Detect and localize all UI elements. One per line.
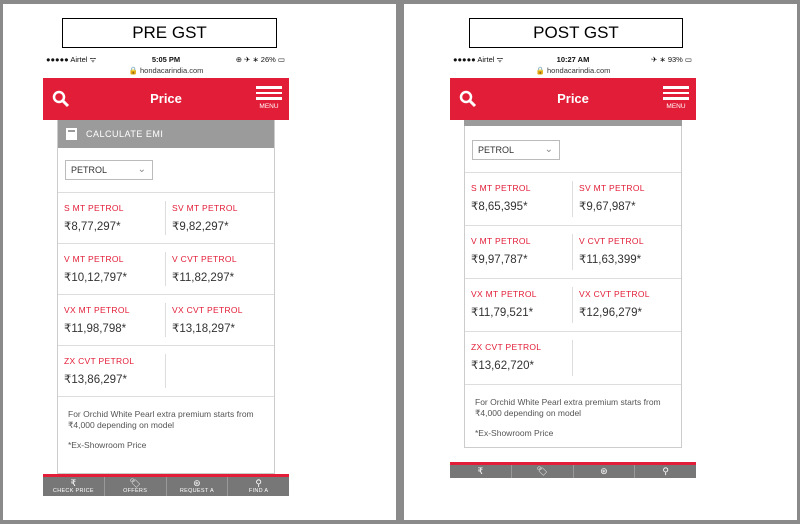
variant-cell bbox=[166, 192, 274, 243]
hamburger-icon-bar bbox=[256, 92, 282, 95]
variant-price: ₹13,86,297* bbox=[64, 374, 127, 386]
variant-cell bbox=[465, 172, 573, 225]
chevron-down-icon: ⌄ bbox=[544, 144, 553, 155]
nav-offers[interactable] bbox=[512, 465, 574, 478]
page-title: Price bbox=[557, 91, 589, 106]
variant-name: VX CVT PETROL bbox=[172, 305, 243, 315]
variant-price: ₹10,12,797* bbox=[64, 272, 127, 284]
variant-name: ZX CVT PETROL bbox=[64, 356, 135, 366]
menu-label: MENU bbox=[666, 102, 686, 110]
nav-label: FIND A bbox=[248, 487, 269, 494]
carrier-signal: ●●●●● Airtel ᯤ bbox=[453, 55, 504, 64]
url-bar[interactable]: 🔒 hondacarindia.com bbox=[535, 66, 611, 75]
status-time: 5:05 PM bbox=[151, 55, 181, 64]
variant-price: ₹9,67,987* bbox=[579, 201, 636, 213]
pre-gst-panel bbox=[3, 4, 396, 520]
post-gst-panel bbox=[404, 4, 797, 520]
hamburger-icon-bar bbox=[663, 97, 689, 100]
variant-price: ₹8,77,297* bbox=[64, 221, 121, 233]
spacer bbox=[450, 448, 696, 462]
site-header bbox=[450, 78, 696, 120]
menu-label: MENU bbox=[259, 102, 279, 110]
status-bar bbox=[43, 52, 289, 78]
hamburger-icon bbox=[256, 86, 282, 89]
location-pin-icon: ⚲ bbox=[255, 477, 262, 488]
pearl-premium-note: For Orchid White Pearl extra premium starts from ₹4,000 depending on model bbox=[68, 409, 254, 430]
nav-label: CHECK PRICE bbox=[52, 487, 94, 494]
variant-cell bbox=[573, 225, 681, 278]
nav-find[interactable] bbox=[228, 477, 289, 496]
fuel-type-value: PETROL bbox=[478, 145, 515, 155]
menu-button[interactable] bbox=[256, 86, 282, 110]
status-bar bbox=[450, 52, 696, 78]
variant-price: ₹11,63,399* bbox=[579, 254, 642, 266]
menu-button[interactable] bbox=[663, 86, 689, 110]
variant-cell-empty bbox=[166, 345, 274, 396]
nav-request[interactable] bbox=[574, 465, 636, 478]
calculator-icon bbox=[66, 128, 77, 140]
bottom-nav bbox=[43, 474, 289, 496]
battery-status: ⊕ ✈ ∗ 26% ▭ bbox=[235, 55, 285, 64]
variant-cell bbox=[58, 243, 166, 294]
pre-gst-label: PRE GST bbox=[62, 18, 277, 48]
hamburger-icon-bar bbox=[256, 97, 282, 100]
variant-cell bbox=[573, 278, 681, 331]
variant-price: ₹13,62,720* bbox=[471, 360, 534, 372]
carrier-signal: ●●●●● Airtel ᯤ bbox=[46, 55, 97, 64]
nav-check-price[interactable] bbox=[43, 477, 105, 496]
battery-status: ✈ ∗ 93% ▭ bbox=[651, 55, 692, 64]
calculate-emi-label: CALCULATE EMI bbox=[86, 129, 164, 139]
variant-cell bbox=[573, 172, 681, 225]
variant-name: V CVT PETROL bbox=[579, 236, 644, 246]
variant-name: VX MT PETROL bbox=[64, 305, 130, 315]
variant-cell bbox=[166, 294, 274, 345]
ex-showroom-note: *Ex-Showroom Price bbox=[475, 428, 554, 438]
variant-cell bbox=[465, 225, 573, 278]
rupee-icon: ₹ bbox=[477, 466, 484, 476]
variant-name: V MT PETROL bbox=[64, 254, 124, 264]
variant-name: S MT PETROL bbox=[471, 183, 531, 193]
variant-name: ZX CVT PETROL bbox=[471, 342, 542, 352]
nav-label: OFFERS bbox=[123, 487, 148, 494]
page-title: Price bbox=[150, 91, 182, 106]
price-note bbox=[465, 384, 681, 439]
tag-icon: 🏷 bbox=[536, 466, 548, 476]
location-pin-icon: ⚲ bbox=[662, 466, 669, 476]
variant-name: VX MT PETROL bbox=[471, 289, 537, 299]
nav-label: REQUEST A bbox=[179, 487, 214, 494]
hamburger-icon-bar bbox=[663, 92, 689, 95]
ex-showroom-note: *Ex-Showroom Price bbox=[68, 440, 147, 450]
hamburger-icon bbox=[663, 86, 689, 89]
chevron-down-icon: ⌄ bbox=[137, 164, 146, 175]
variant-price: ₹8,65,395* bbox=[471, 201, 528, 213]
steering-wheel-icon: ⊛ bbox=[600, 466, 608, 476]
tag-icon: 🏷 bbox=[129, 477, 141, 488]
variant-price: ₹9,82,297* bbox=[172, 221, 229, 233]
variant-price: ₹9,97,787* bbox=[471, 254, 528, 266]
variant-price: ₹11,79,521* bbox=[471, 307, 534, 319]
variant-name: VX CVT PETROL bbox=[579, 289, 650, 299]
variant-cell bbox=[465, 331, 573, 384]
nav-offers[interactable] bbox=[105, 477, 167, 496]
post-gst-label: POST GST bbox=[469, 18, 683, 48]
variant-price: ₹12,96,279* bbox=[579, 307, 642, 319]
variant-cell bbox=[58, 192, 166, 243]
site-header bbox=[43, 78, 289, 120]
nav-check-price[interactable] bbox=[450, 465, 512, 478]
steering-wheel-icon: ⊛ bbox=[193, 477, 201, 488]
variant-cell bbox=[166, 243, 274, 294]
rupee-icon: ₹ bbox=[70, 477, 77, 488]
variant-cell-empty bbox=[573, 331, 681, 384]
variant-name: SV MT PETROL bbox=[172, 203, 238, 213]
phone-screenshot-post bbox=[450, 52, 696, 474]
url-bar[interactable]: 🔒 hondacarindia.com bbox=[128, 66, 204, 75]
phone-screenshot-pre bbox=[43, 52, 289, 494]
price-content bbox=[57, 120, 275, 474]
nav-find[interactable] bbox=[635, 465, 696, 478]
variant-price: ₹11,98,798* bbox=[64, 323, 127, 335]
variant-name: V MT PETROL bbox=[471, 236, 531, 246]
variant-price: ₹13,18,297* bbox=[172, 323, 235, 335]
fuel-type-value: PETROL bbox=[71, 165, 108, 175]
variant-grid bbox=[58, 192, 274, 396]
price-content bbox=[464, 126, 682, 448]
status-time: 10:27 AM bbox=[556, 55, 590, 64]
variant-name: V CVT PETROL bbox=[172, 254, 237, 264]
variant-cell bbox=[465, 278, 573, 331]
variant-cell bbox=[58, 294, 166, 345]
nav-request[interactable] bbox=[167, 477, 229, 496]
calculate-emi-button[interactable] bbox=[58, 120, 274, 148]
pearl-premium-note: For Orchid White Pearl extra premium starts from ₹4,000 depending on model bbox=[475, 397, 661, 418]
variant-name: S MT PETROL bbox=[64, 203, 124, 213]
bottom-nav bbox=[450, 462, 696, 478]
fuel-type-select[interactable] bbox=[472, 140, 560, 160]
variant-grid bbox=[465, 172, 681, 384]
variant-price: ₹11,82,297* bbox=[172, 272, 235, 284]
fuel-type-select[interactable] bbox=[65, 160, 153, 180]
price-note bbox=[58, 396, 274, 451]
variant-name: SV MT PETROL bbox=[579, 183, 645, 193]
variant-cell bbox=[58, 345, 166, 396]
